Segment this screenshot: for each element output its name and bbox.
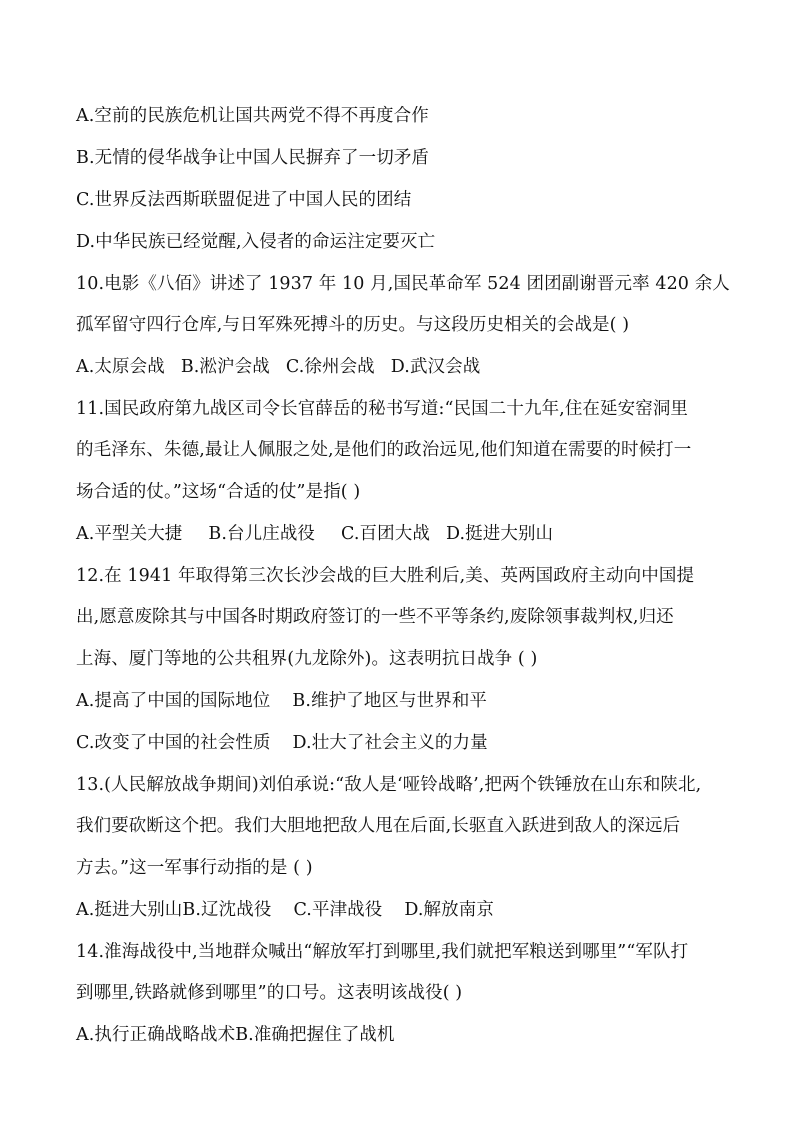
q10-stem-line-2: 孤军留守四行仓库,与日军殊死搏斗的历史。与这段历史相关的会战是( ) <box>76 315 630 335</box>
q13-option-d: D.解放南京 <box>404 900 494 920</box>
q13-stem-line-2: 我们要砍断这个把。我们大胆地把敌人甩在后面,长驱直入跃进到敌人的深远后 <box>76 816 681 836</box>
q11-stem-line-2: 的毛泽东、朱德,最让人佩服之处,是他们的政治远见,他们知道在需要的时候打一 <box>76 440 692 460</box>
q12-option-b: B.维护了地区与世界和平 <box>292 691 488 711</box>
q11-stem-line-1: 11.国民政府第九战区司令长官薛岳的秘书写道:“民国二十九年,住在延安窑洞里 <box>76 399 689 419</box>
q11-option-a: A.平型关大捷 <box>76 524 183 544</box>
q11-option-d: D.挺进大别山 <box>445 524 554 544</box>
q10-stem-line-1: 10.电影《八佰》讲述了 1937 年 10 月,国民革命军 524 团团副谢晋元率 420 余人 <box>76 274 730 294</box>
q12-option-d: D.壮大了社会主义的力量 <box>292 733 488 753</box>
q12-stem-line-3: 上海、厦门等地的公共租界(九龙除外)。这表明抗日战争 ( ) <box>76 649 538 669</box>
q11-stem-line-3: 场合适的仗。”这场“合适的仗”是指( ) <box>76 482 361 502</box>
q11-option-b: B.台儿庄战役 <box>208 524 316 544</box>
q13-stem-line-1: 13.(人民解放战争期间)刘伯承说:“敌人是‘哑铃战略’,把两个铁锤放在山东和陕北, <box>76 775 702 795</box>
q13-option-c: C.平津战役 <box>293 900 383 920</box>
q11-options <box>76 522 553 546</box>
q12-options-row-1 <box>76 689 487 713</box>
q12-options-row-2 <box>76 731 488 755</box>
q13-option-a: A.挺进大别山 <box>76 900 183 920</box>
q13-stem-line-3: 方去。”这一军事行动指的是 ( ) <box>76 858 313 878</box>
q12-option-a: A.提高了中国的国际地位 <box>76 691 271 711</box>
q9-option-b: B.无情的侵华战争让中国人民摒弃了一切矛盾 <box>76 148 430 168</box>
q14-option-b: B.准确把握住了战机 <box>235 1025 395 1045</box>
q9-option-a: A.空前的民族危机让国共两党不得不再度合作 <box>76 106 429 126</box>
q13-options <box>76 898 494 922</box>
q14-option-a: A.执行正确战略战术 <box>76 1025 236 1045</box>
q10-option-c: C.徐州会战 <box>285 357 375 377</box>
q10-options <box>76 355 480 379</box>
q14-stem-line-2: 到哪里,铁路就修到哪里”的口号。这表明该战役( ) <box>76 983 463 1003</box>
q13-option-b: B.辽沈战役 <box>182 900 272 920</box>
q9-option-d: D.中华民族已经觉醒,入侵者的命运注定要灭亡 <box>76 232 436 252</box>
q12-option-c: C.改变了中国的社会性质 <box>76 733 271 753</box>
q10-option-d: D.武汉会战 <box>390 357 481 377</box>
q14-options <box>76 1023 395 1047</box>
q12-stem-line-2: 出,愿意废除其与中国各时期政府签订的一些不平等条约,废除领事裁判权,归还 <box>76 607 674 627</box>
q10-option-a: A.太原会战 <box>76 357 165 377</box>
q11-option-c: C.百团大战 <box>341 524 430 544</box>
q9-option-c: C.世界反法西斯联盟促进了中国人民的团结 <box>76 190 412 210</box>
q14-stem-line-1: 14.淮海战役中,当地群众喊出“解放军打到哪里,我们就把军粮送到哪里”“军队打 <box>76 942 689 962</box>
q12-stem-line-1: 12.在 1941 年取得第三次长沙会战的巨大胜利后,美、英两国政府主动向中国提 <box>76 566 695 586</box>
q10-option-b: B.淞沪会战 <box>180 357 270 377</box>
